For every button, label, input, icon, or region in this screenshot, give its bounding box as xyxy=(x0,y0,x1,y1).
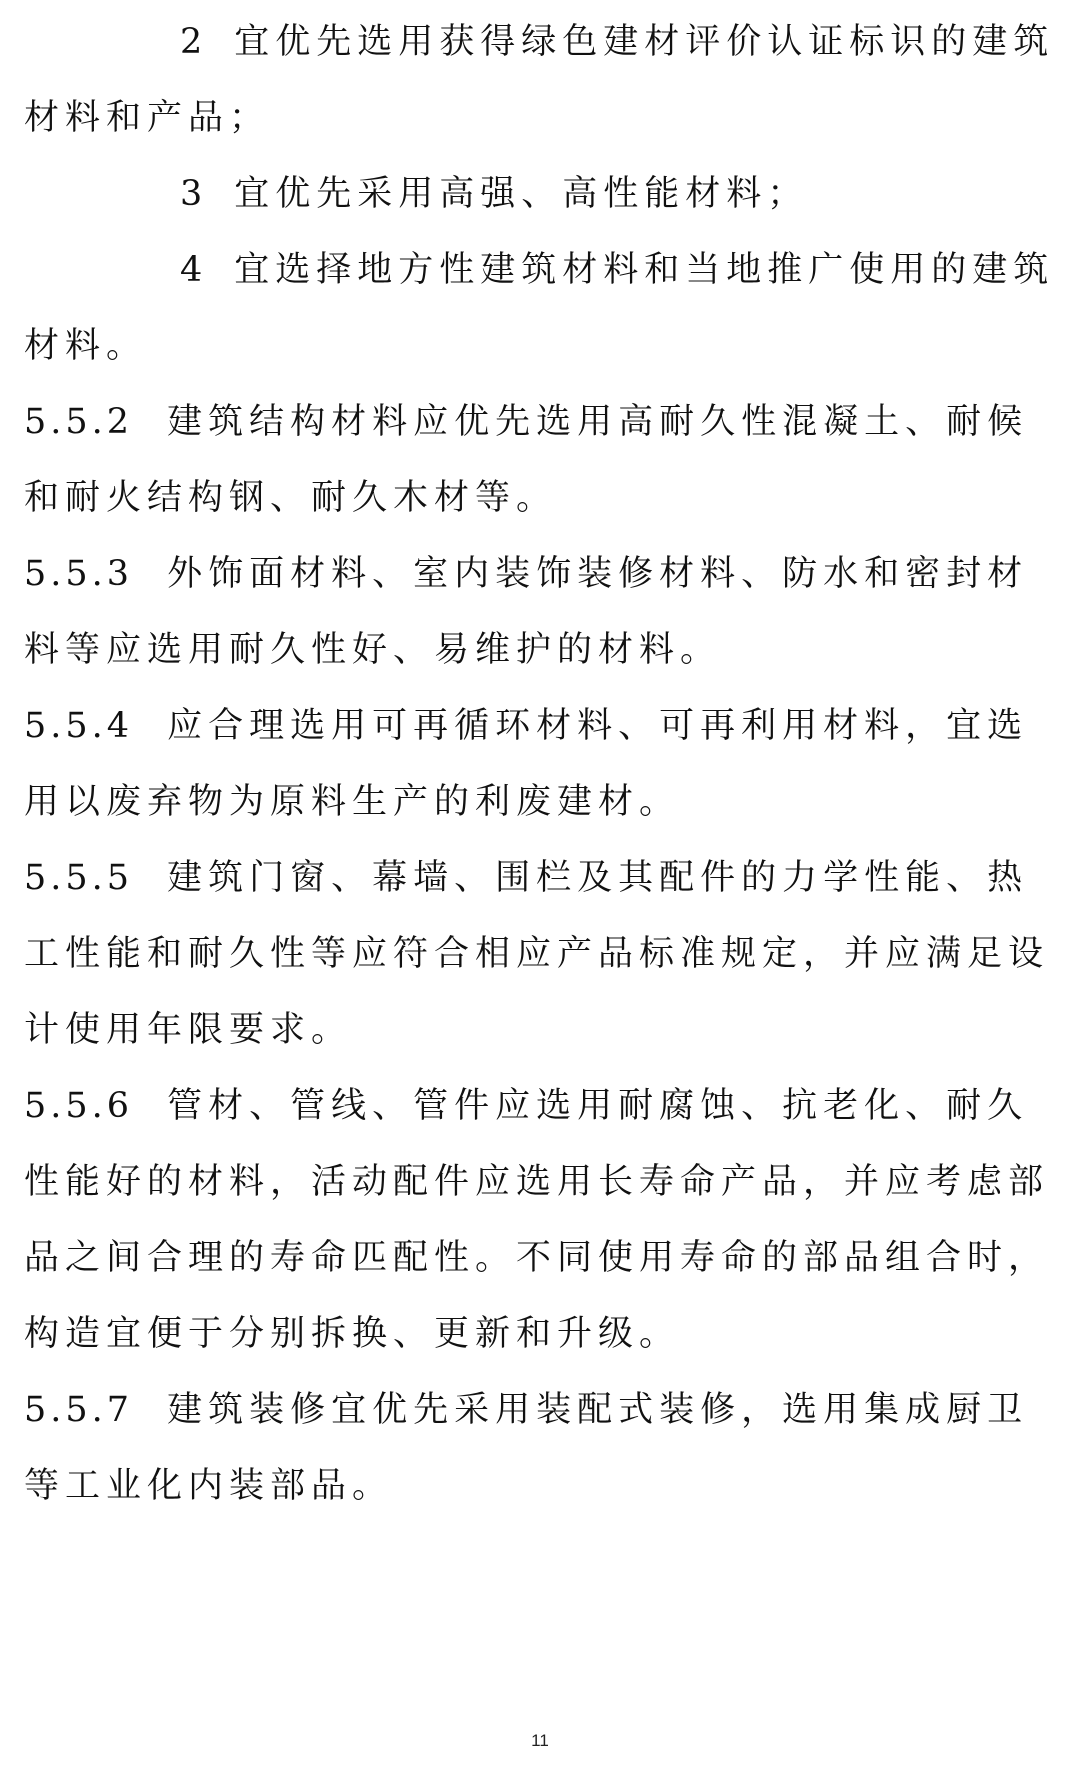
clause-text: 外饰面材料、室内装饰装修材料、防水和密封材料等应选用耐久性好、易维护的材料。 xyxy=(24,554,1029,670)
item-number: 4 xyxy=(180,250,205,290)
clause-number: 5.5.2 xyxy=(24,402,134,442)
item-number: 3 xyxy=(180,174,205,214)
item-text: 宜优先选用获得绿色建材评价认证标识的建筑材料和产品； xyxy=(24,22,1055,138)
list-item-3 xyxy=(24,156,1064,232)
item-text: 宜优先采用高强、高性能材料； xyxy=(234,174,809,214)
clause-5-5-4 xyxy=(24,688,1064,840)
item-number: 2 xyxy=(180,22,205,62)
clause-text: 应合理选用可再循环材料、可再利用材料，宜选用以废弃物为原料生产的利废建材。 xyxy=(24,706,1029,822)
clause-5-5-3 xyxy=(24,536,1064,688)
clause-text: 管材、管线、管件应选用耐腐蚀、抗老化、耐久性能好的材料，活动配件应选用长寿命产品，并应考虑部品之间合理的寿命匹配性。不同使用寿命的部品组合时，构造宜便于分别拆换、更新和升级。 xyxy=(24,1086,1050,1354)
clause-text: 建筑装修宜优先采用装配式装修，选用集成厨卫等工业化内装部品。 xyxy=(24,1390,1029,1506)
page-number: 11 xyxy=(531,1731,549,1750)
clause-5-5-6 xyxy=(24,1068,1064,1372)
item-text: 宜选择地方性建筑材料和当地推广使用的建筑材料。 xyxy=(24,250,1055,366)
document-page xyxy=(24,0,1064,1778)
clause-number: 5.5.5 xyxy=(24,858,134,898)
clause-5-5-7 xyxy=(24,1372,1064,1524)
clause-5-5-2 xyxy=(24,384,1064,536)
clause-number: 5.5.3 xyxy=(24,554,134,594)
clause-number: 5.5.6 xyxy=(24,1086,134,1126)
clause-text: 建筑门窗、幕墙、围栏及其配件的力学性能、热工性能和耐久性等应符合相应产品标准规定，并应满足设计使用年限要求。 xyxy=(24,858,1050,1050)
list-item-2 xyxy=(24,0,1064,156)
clause-number: 5.5.4 xyxy=(24,706,134,746)
clause-text: 建筑结构材料应优先选用高耐久性混凝土、耐候和耐火结构钢、耐久木材等。 xyxy=(24,402,1029,518)
list-item-4 xyxy=(24,232,1064,384)
clause-5-5-5 xyxy=(24,840,1064,1068)
clause-number: 5.5.7 xyxy=(24,1390,134,1430)
